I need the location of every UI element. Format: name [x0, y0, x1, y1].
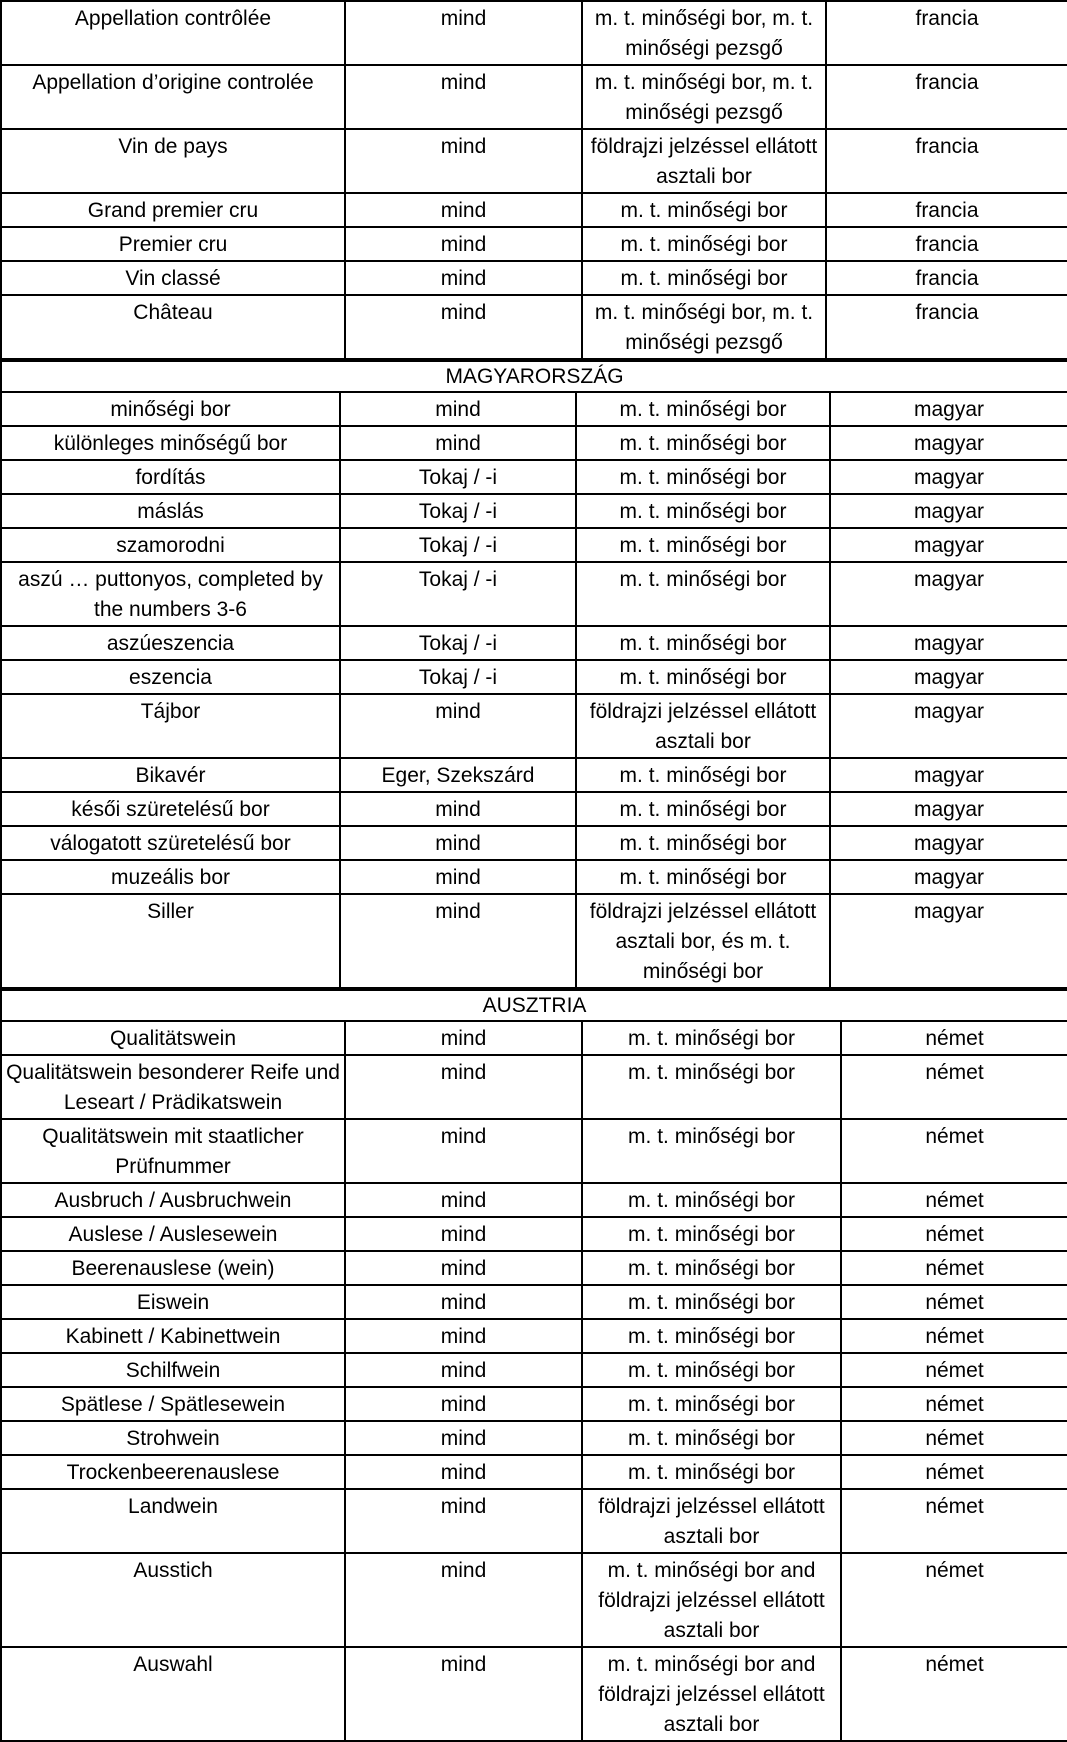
language-cell: francia [826, 295, 1067, 359]
region-cell: Tokaj / -i [340, 528, 576, 562]
category-cell: földrajzi jelzéssel ellátott asztali bor [576, 694, 830, 758]
category-cell: m. t. minőségi bor [582, 1183, 841, 1217]
language-cell: magyar [830, 626, 1067, 660]
table-row [1, 1647, 1067, 1741]
france-table [0, 0, 1067, 360]
category-cell: m. t. minőségi bor [576, 626, 830, 660]
term-cell: Siller [1, 894, 340, 988]
table-row [1, 1, 1067, 65]
region-cell: mind [345, 1489, 582, 1553]
language-cell: német [841, 1353, 1067, 1387]
region-cell: mind [345, 1647, 582, 1741]
language-cell: francia [826, 227, 1067, 261]
table-row [1, 528, 1067, 562]
section-title-hungary: MAGYARORSZÁG [1, 361, 1067, 392]
region-cell: mind [345, 65, 582, 129]
region-cell: mind [340, 860, 576, 894]
region-cell: Tokaj / -i [340, 626, 576, 660]
term-cell: Landwein [1, 1489, 345, 1553]
table-row [1, 1021, 1067, 1055]
table-row [1, 494, 1067, 528]
language-cell: magyar [830, 392, 1067, 426]
language-cell: német [841, 1553, 1067, 1647]
region-cell: mind [345, 1353, 582, 1387]
table-row [1, 1489, 1067, 1553]
language-cell: magyar [830, 758, 1067, 792]
language-cell: német [841, 1251, 1067, 1285]
language-cell: francia [826, 1, 1067, 65]
region-cell: mind [345, 1251, 582, 1285]
table-row [1, 261, 1067, 295]
region-cell: mind [345, 1285, 582, 1319]
table-row [1, 227, 1067, 261]
category-cell: m. t. minőségi bor [582, 1387, 841, 1421]
region-cell: Tokaj / -i [340, 660, 576, 694]
category-cell: m. t. minőségi bor [576, 758, 830, 792]
region-cell: mind [345, 1553, 582, 1647]
category-cell: m. t. minőségi bor, m. t. minőségi pezsgő [582, 1, 826, 65]
hungary-table [0, 360, 1067, 989]
region-cell: mind [345, 1021, 582, 1055]
category-cell: m. t. minőségi bor [582, 1421, 841, 1455]
table-row [1, 694, 1067, 758]
region-cell: mind [345, 1217, 582, 1251]
region-cell: mind [340, 826, 576, 860]
category-cell: m. t. minőségi bor [576, 660, 830, 694]
category-cell: m. t. minőségi bor [582, 227, 826, 261]
language-cell: német [841, 1489, 1067, 1553]
region-cell: mind [340, 694, 576, 758]
table-row [1, 1055, 1067, 1119]
table-row [1, 1285, 1067, 1319]
region-cell: mind [345, 227, 582, 261]
region-cell: mind [345, 1, 582, 65]
region-cell: mind [345, 295, 582, 359]
term-cell: aszúeszencia [1, 626, 340, 660]
region-cell: Tokaj / -i [340, 460, 576, 494]
category-cell: m. t. minőségi bor [582, 1285, 841, 1319]
language-cell: német [841, 1421, 1067, 1455]
language-cell: magyar [830, 792, 1067, 826]
category-cell: m. t. minőségi bor [582, 1319, 841, 1353]
language-cell: francia [826, 193, 1067, 227]
term-cell: Vin de pays [1, 129, 345, 193]
term-cell: Spätlese / Spätlesewein [1, 1387, 345, 1421]
category-cell: m. t. minőségi bor [582, 1455, 841, 1489]
term-cell: fordítás [1, 460, 340, 494]
table-row [1, 426, 1067, 460]
category-cell: földrajzi jelzéssel ellátott asztali bor [582, 1489, 841, 1553]
term-cell: Auswahl [1, 1647, 345, 1741]
table-row [1, 894, 1067, 988]
category-cell: m. t. minőségi bor [576, 860, 830, 894]
term-cell: Premier cru [1, 227, 345, 261]
category-cell: m. t. minőségi bor [576, 426, 830, 460]
term-cell: Trockenbeerenauslese [1, 1455, 345, 1489]
language-cell: német [841, 1455, 1067, 1489]
table-row [1, 1319, 1067, 1353]
category-cell: m. t. minőségi bor [582, 1021, 841, 1055]
table-row [1, 65, 1067, 129]
language-cell: magyar [830, 494, 1067, 528]
hungary-table-body [1, 361, 1067, 988]
term-cell: Strohwein [1, 1421, 345, 1455]
category-cell: földrajzi jelzéssel ellátott asztali bor, és m. t. minőségi bor [576, 894, 830, 988]
language-cell: magyar [830, 826, 1067, 860]
region-cell: Eger, Szekszárd [340, 758, 576, 792]
category-cell: m. t. minőségi bor, m. t. minőségi pezsgő [582, 295, 826, 359]
region-cell: mind [345, 261, 582, 295]
region-cell: mind [340, 894, 576, 988]
region-cell: mind [345, 193, 582, 227]
term-cell: Qualitätswein mit staatlicher Prüfnummer [1, 1119, 345, 1183]
category-cell: m. t. minőségi bor [582, 193, 826, 227]
term-cell: Ausbruch / Ausbruchwein [1, 1183, 345, 1217]
table-row [1, 1553, 1067, 1647]
category-cell: m. t. minőségi bor [582, 1055, 841, 1119]
term-cell: Eiswein [1, 1285, 345, 1319]
table-row [1, 392, 1067, 426]
term-cell: válogatott szüretelésű bor [1, 826, 340, 860]
table-row [1, 1353, 1067, 1387]
term-cell: Schilfwein [1, 1353, 345, 1387]
table-row [1, 562, 1067, 626]
language-cell: magyar [830, 460, 1067, 494]
region-cell: Tokaj / -i [340, 494, 576, 528]
category-cell: m. t. minőségi bor and földrajzi jelzéssel ellátott asztali bor [582, 1553, 841, 1647]
table-row [1, 460, 1067, 494]
category-cell: m. t. minőségi bor [576, 562, 830, 626]
language-cell: francia [826, 261, 1067, 295]
section-header-row [1, 361, 1067, 392]
region-cell: mind [345, 1183, 582, 1217]
category-cell: m. t. minőségi bor [576, 392, 830, 426]
term-cell: máslás [1, 494, 340, 528]
category-cell: m. t. minőségi bor [576, 528, 830, 562]
table-row [1, 1119, 1067, 1183]
term-cell: Qualitätswein [1, 1021, 345, 1055]
region-cell: mind [345, 1421, 582, 1455]
region-cell: mind [345, 1455, 582, 1489]
language-cell: magyar [830, 562, 1067, 626]
term-cell: Tájbor [1, 694, 340, 758]
term-cell: Grand premier cru [1, 193, 345, 227]
term-cell: Qualitätswein besonderer Reife und Leseart / Prädikatswein [1, 1055, 345, 1119]
table-row [1, 626, 1067, 660]
language-cell: francia [826, 65, 1067, 129]
term-cell: Appellation contrôlée [1, 1, 345, 65]
table-row [1, 1183, 1067, 1217]
language-cell: magyar [830, 894, 1067, 988]
category-cell: m. t. minőségi bor [582, 1353, 841, 1387]
term-cell: különleges minőségű bor [1, 426, 340, 460]
table-row [1, 193, 1067, 227]
term-cell: Kabinett / Kabinettwein [1, 1319, 345, 1353]
austria-table [0, 989, 1067, 1742]
language-cell: német [841, 1055, 1067, 1119]
france-table-body [1, 1, 1067, 359]
table-row [1, 758, 1067, 792]
language-cell: német [841, 1387, 1067, 1421]
region-cell: mind [340, 792, 576, 826]
table-row [1, 1421, 1067, 1455]
term-cell: aszú … puttonyos, completed by the numbers 3-6 [1, 562, 340, 626]
language-cell: magyar [830, 660, 1067, 694]
table-row [1, 295, 1067, 359]
term-cell: Auslese / Auslesewein [1, 1217, 345, 1251]
table-row [1, 1455, 1067, 1489]
category-cell: m. t. minőségi bor [582, 1217, 841, 1251]
term-cell: Vin classé [1, 261, 345, 295]
region-cell: mind [345, 1055, 582, 1119]
language-cell: német [841, 1217, 1067, 1251]
term-cell: Ausstich [1, 1553, 345, 1647]
term-cell: minőségi bor [1, 392, 340, 426]
language-cell: német [841, 1647, 1067, 1741]
term-cell: szamorodni [1, 528, 340, 562]
category-cell: m. t. minőségi bor [582, 261, 826, 295]
table-row [1, 1251, 1067, 1285]
region-cell: mind [340, 426, 576, 460]
table-row [1, 129, 1067, 193]
category-cell: m. t. minőségi bor and földrajzi jelzéssel ellátott asztali bor [582, 1647, 841, 1741]
language-cell: német [841, 1285, 1067, 1319]
table-row [1, 792, 1067, 826]
section-title-austria: AUSZTRIA [1, 990, 1067, 1021]
category-cell: m. t. minőségi bor, m. t. minőségi pezsgő [582, 65, 826, 129]
category-cell: m. t. minőségi bor [582, 1119, 841, 1183]
language-cell: magyar [830, 426, 1067, 460]
category-cell: m. t. minőségi bor [582, 1251, 841, 1285]
term-cell: eszencia [1, 660, 340, 694]
table-row [1, 860, 1067, 894]
table-row [1, 826, 1067, 860]
language-cell: német [841, 1119, 1067, 1183]
austria-table-body [1, 990, 1067, 1741]
language-cell: német [841, 1183, 1067, 1217]
language-cell: német [841, 1021, 1067, 1055]
language-cell: magyar [830, 694, 1067, 758]
category-cell: m. t. minőségi bor [576, 460, 830, 494]
term-cell: muzeális bor [1, 860, 340, 894]
table-row [1, 660, 1067, 694]
language-cell: francia [826, 129, 1067, 193]
term-cell: Beerenauslese (wein) [1, 1251, 345, 1285]
language-cell: magyar [830, 528, 1067, 562]
table-row [1, 1217, 1067, 1251]
region-cell: mind [345, 129, 582, 193]
region-cell: Tokaj / -i [340, 562, 576, 626]
term-cell: Bikavér [1, 758, 340, 792]
term-cell: késői szüretelésű bor [1, 792, 340, 826]
category-cell: m. t. minőségi bor [576, 494, 830, 528]
language-cell: német [841, 1319, 1067, 1353]
region-cell: mind [345, 1387, 582, 1421]
language-cell: magyar [830, 860, 1067, 894]
term-cell: Appellation d’origine controlée [1, 65, 345, 129]
table-row [1, 1387, 1067, 1421]
region-cell: mind [345, 1319, 582, 1353]
category-cell: m. t. minőségi bor [576, 826, 830, 860]
term-cell: Château [1, 295, 345, 359]
category-cell: földrajzi jelzéssel ellátott asztali bor [582, 129, 826, 193]
region-cell: mind [340, 392, 576, 426]
region-cell: mind [345, 1119, 582, 1183]
section-header-row [1, 990, 1067, 1021]
category-cell: m. t. minőségi bor [576, 792, 830, 826]
